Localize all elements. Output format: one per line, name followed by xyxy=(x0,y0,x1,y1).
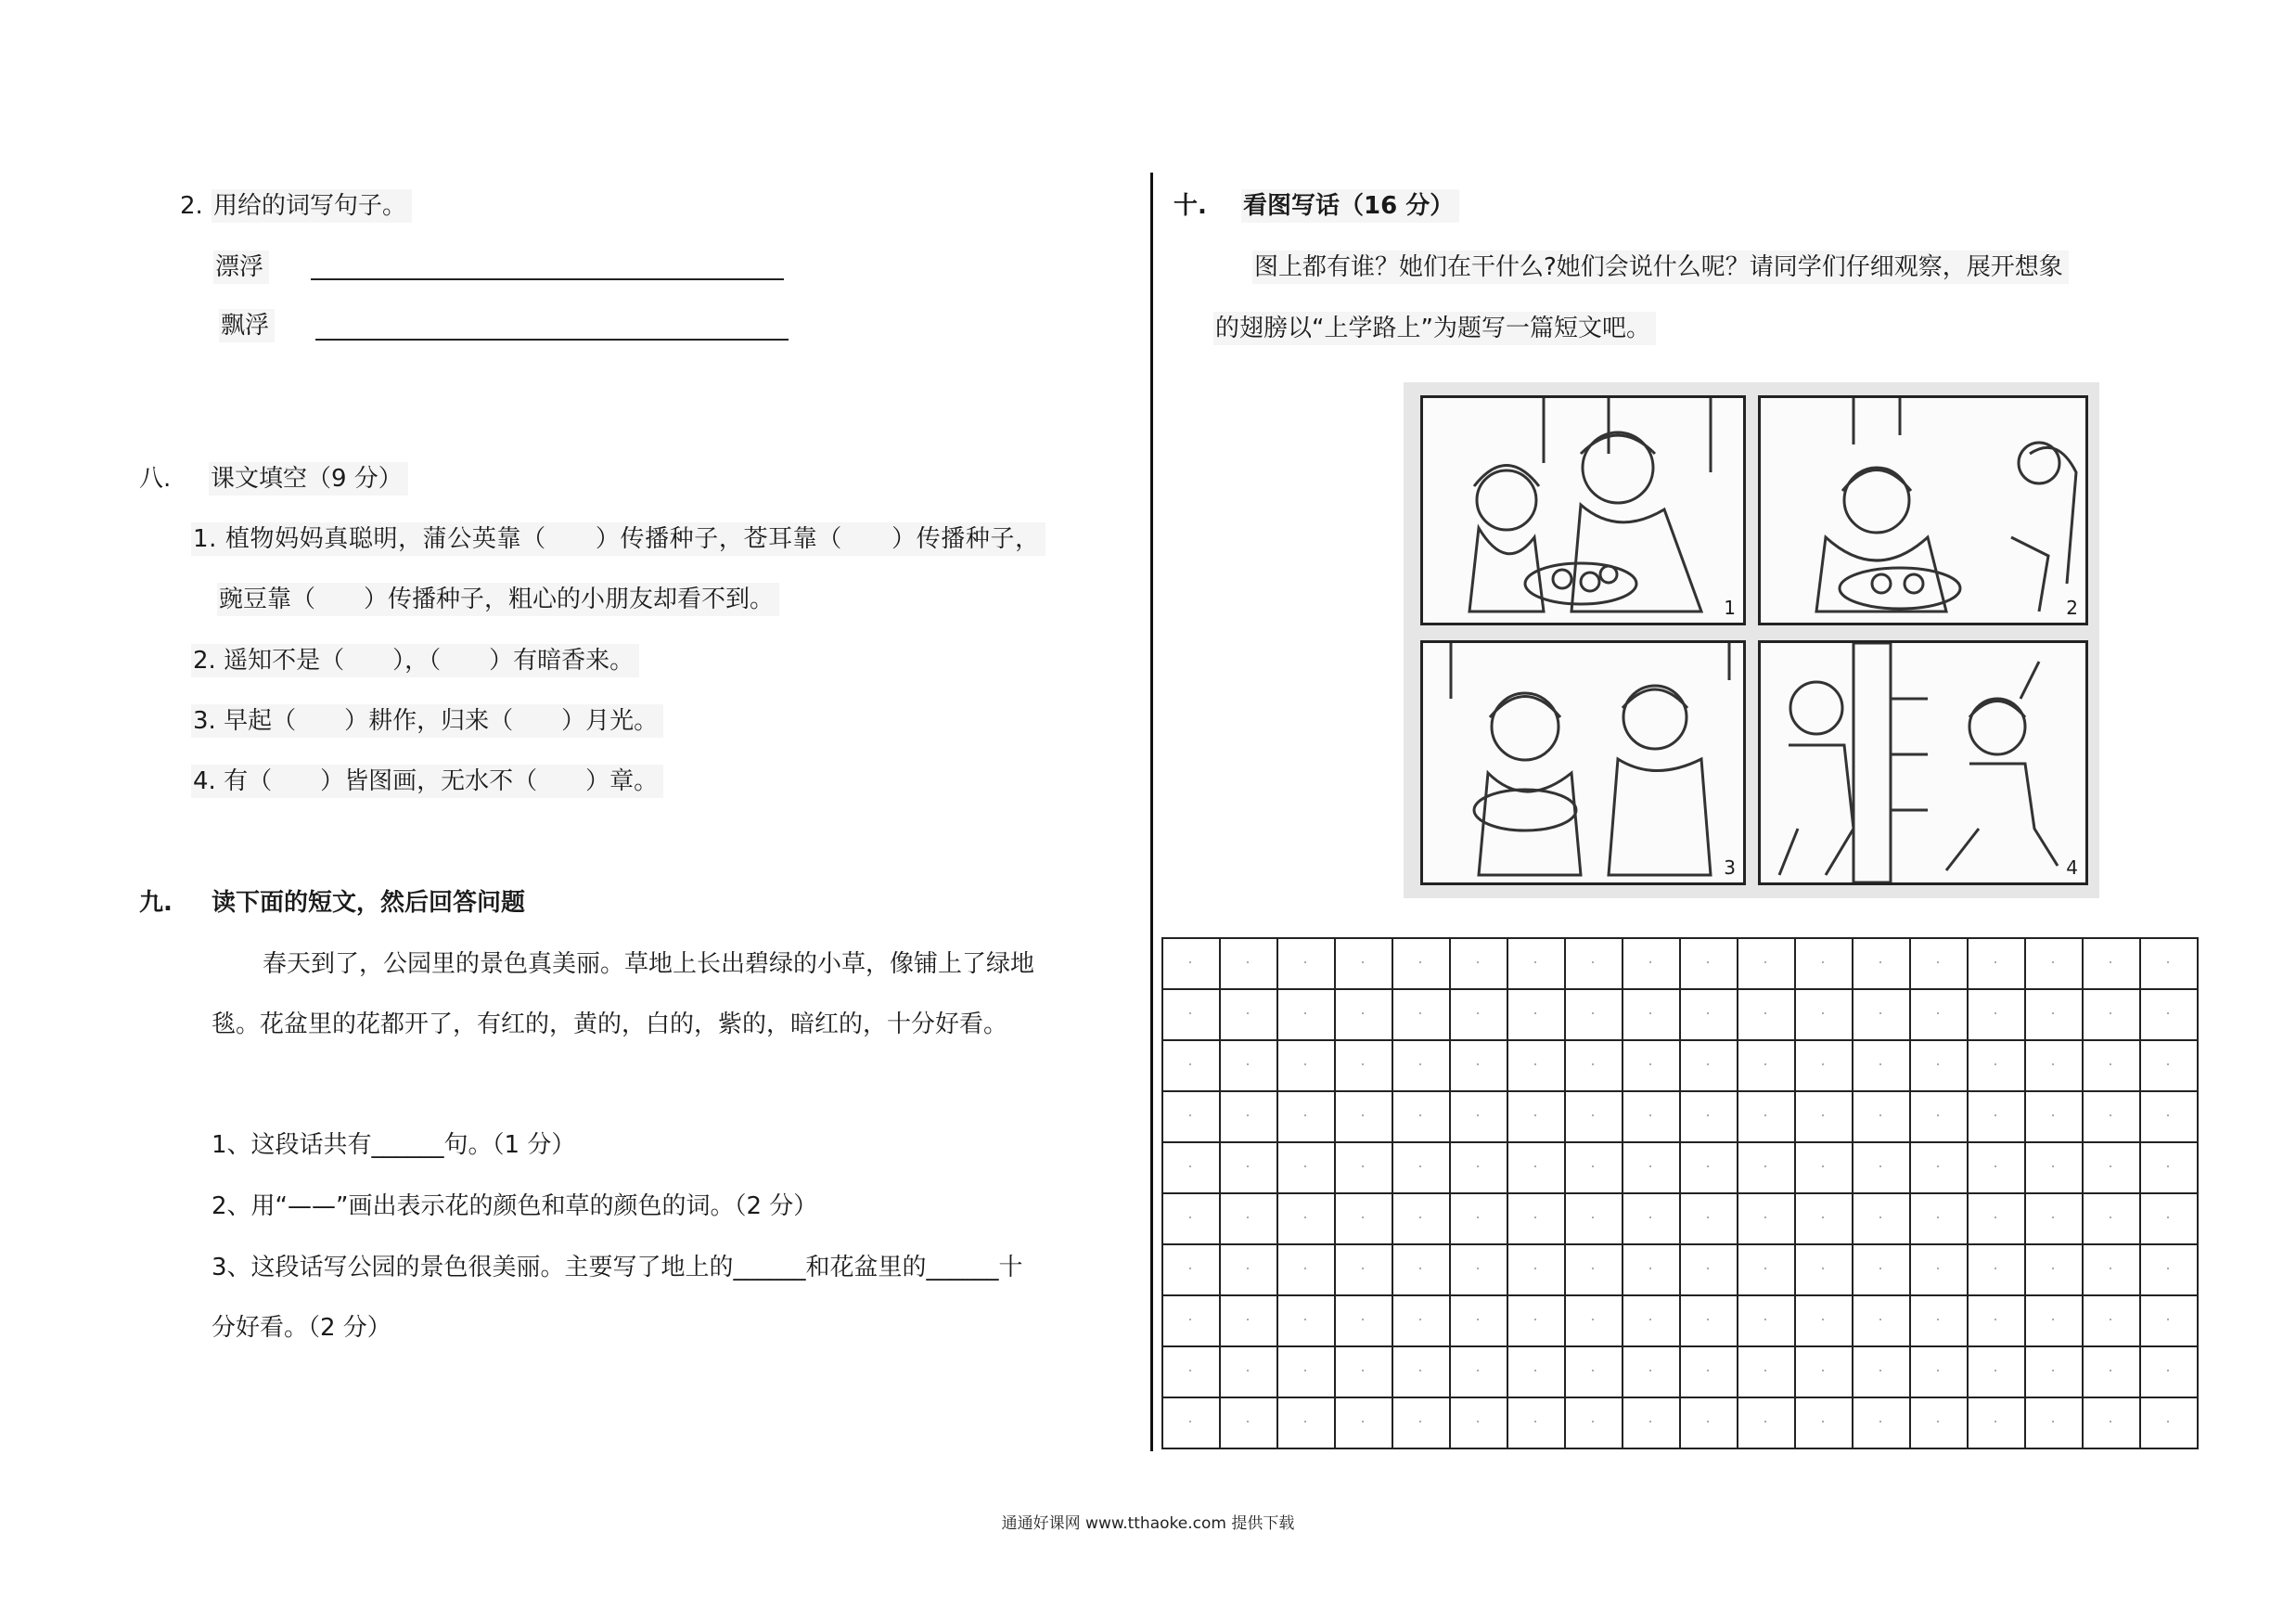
grid-cell[interactable] xyxy=(1738,1091,1795,1142)
grid-cell[interactable] xyxy=(1795,1040,1853,1091)
grid-cell[interactable] xyxy=(2025,1397,2083,1448)
grid-cell[interactable] xyxy=(1910,938,1968,989)
grid-cell[interactable] xyxy=(1392,1346,1450,1397)
grid-cell[interactable] xyxy=(1162,1091,1220,1142)
grid-cell[interactable] xyxy=(1968,938,2025,989)
grid-cell[interactable] xyxy=(1507,1193,1565,1244)
grid-cell[interactable] xyxy=(1507,1397,1565,1448)
grid-cell[interactable] xyxy=(1910,1244,1968,1295)
grid-row xyxy=(1162,1091,2198,1142)
grid-cell[interactable] xyxy=(1220,1295,1277,1346)
grid-cell[interactable] xyxy=(1277,1142,1335,1193)
answer-line-1[interactable] xyxy=(311,278,784,280)
answer-line-2[interactable] xyxy=(315,339,789,341)
grid-cell[interactable] xyxy=(2025,1244,2083,1295)
grid-cell[interactable] xyxy=(1623,1193,1680,1244)
grid-cell[interactable] xyxy=(1162,989,1220,1040)
grid-row xyxy=(1162,989,2198,1040)
section-number: 九. xyxy=(139,889,173,917)
grid-cell[interactable] xyxy=(1680,938,1738,989)
grid-cell[interactable] xyxy=(1795,1193,1853,1244)
grid-cell[interactable] xyxy=(1680,1244,1738,1295)
grid-cell[interactable] xyxy=(1680,1397,1738,1448)
grid-cell[interactable] xyxy=(1910,1091,1968,1142)
grid-cell[interactable] xyxy=(1392,1193,1450,1244)
grid-cell[interactable] xyxy=(1853,1091,1910,1142)
panel-drawing-icon xyxy=(1761,398,2085,623)
grid-cell[interactable] xyxy=(2083,1295,2140,1346)
grid-cell[interactable] xyxy=(2140,1091,2198,1142)
grid-cell[interactable] xyxy=(1335,1142,1392,1193)
grid-cell[interactable] xyxy=(1162,1142,1220,1193)
grid-cell[interactable] xyxy=(2025,989,2083,1040)
grid-cell[interactable] xyxy=(1910,1040,1968,1091)
question-text: 3、这段话写公园的景色很美丽。主要写了地上的______和花盆里的______十 xyxy=(212,1254,1023,1281)
grid-cell[interactable] xyxy=(1220,1346,1277,1397)
grid-cell[interactable] xyxy=(2140,1346,2198,1397)
grid-cell[interactable] xyxy=(1450,1295,1507,1346)
panel-drawing-icon xyxy=(1423,398,1743,623)
section-title: 看图写话（16 分） xyxy=(1241,189,1459,223)
grid-cell[interactable] xyxy=(2140,938,2198,989)
section-number: 十. xyxy=(1174,192,1207,220)
grid-cell[interactable] xyxy=(1853,1295,1910,1346)
grid-cell[interactable] xyxy=(1450,1346,1507,1397)
grid-cell[interactable] xyxy=(1680,1040,1738,1091)
grid-row xyxy=(1162,1142,2198,1193)
question-text: 2、用“——”画出表示花的颜色和草的颜色的词。（2 分） xyxy=(212,1192,818,1220)
question-text: 用给的词写句子。 xyxy=(212,189,412,223)
grid-cell[interactable] xyxy=(1507,1244,1565,1295)
passage-line: 毯。花盆里的花都开了，有红的，黄的，白的，紫的，暗红的，十分好看。 xyxy=(212,1011,1008,1038)
grid-cell[interactable] xyxy=(1795,1346,1853,1397)
grid-row xyxy=(1162,1193,2198,1244)
grid-cell[interactable] xyxy=(1623,1091,1680,1142)
grid-cell[interactable] xyxy=(1277,1040,1335,1091)
fill-item: 2. 遥知不是（ ），（ ）有暗香来。 xyxy=(191,644,639,677)
grid-cell[interactable] xyxy=(2025,1193,2083,1244)
grid-cell[interactable] xyxy=(2025,1142,2083,1193)
grid-cell[interactable] xyxy=(1680,1193,1738,1244)
grid-cell[interactable] xyxy=(1853,1142,1910,1193)
panel-drawing-icon xyxy=(1761,643,2085,882)
grid-cell[interactable] xyxy=(1565,1142,1623,1193)
grid-cell[interactable] xyxy=(1565,1295,1623,1346)
grid-cell[interactable] xyxy=(1392,1091,1450,1142)
fill-item: 3. 早起（ ）耕作，归来（ ）月光。 xyxy=(191,704,663,738)
grid-cell[interactable] xyxy=(1680,1091,1738,1142)
grid-cell[interactable] xyxy=(1507,989,1565,1040)
grid-cell[interactable] xyxy=(1738,1244,1795,1295)
grid-cell[interactable] xyxy=(1162,1397,1220,1448)
grid-cell[interactable] xyxy=(1162,1193,1220,1244)
grid-cell[interactable] xyxy=(1220,1142,1277,1193)
grid-cell[interactable] xyxy=(1392,1244,1450,1295)
grid-cell[interactable] xyxy=(1910,1193,1968,1244)
grid-cell[interactable] xyxy=(1450,938,1507,989)
grid-row xyxy=(1162,1244,2198,1295)
grid-cell[interactable] xyxy=(1853,1244,1910,1295)
grid-cell[interactable] xyxy=(2083,938,2140,989)
grid-cell[interactable] xyxy=(1507,1295,1565,1346)
grid-cell[interactable] xyxy=(1910,1142,1968,1193)
grid-cell[interactable] xyxy=(1450,1244,1507,1295)
grid-cell[interactable] xyxy=(1968,1295,2025,1346)
grid-cell[interactable] xyxy=(1277,989,1335,1040)
grid-cell[interactable] xyxy=(1565,1193,1623,1244)
grid-cell[interactable] xyxy=(1507,1091,1565,1142)
grid-cell[interactable] xyxy=(2140,1397,2198,1448)
word-label-2: 飘浮 xyxy=(219,309,275,342)
grid-cell[interactable] xyxy=(1795,1142,1853,1193)
grid-cell[interactable] xyxy=(1565,1346,1623,1397)
grid-cell[interactable] xyxy=(1853,1040,1910,1091)
question-number: 2. xyxy=(180,192,203,220)
prompt-line: 图上都有谁？她们在干什么?她们会说什么呢？请同学们仔细观察，展开想象 xyxy=(1252,251,2069,284)
grid-cell[interactable] xyxy=(2025,1040,2083,1091)
grid-cell[interactable] xyxy=(1738,1346,1795,1397)
grid-cell[interactable] xyxy=(1738,938,1795,989)
grid-cell[interactable] xyxy=(2025,1295,2083,1346)
grid-cell[interactable] xyxy=(1910,1346,1968,1397)
grid-cell[interactable] xyxy=(1277,1091,1335,1142)
grid-cell[interactable] xyxy=(1853,989,1910,1040)
grid-row xyxy=(1162,1397,2198,1448)
grid-row xyxy=(1162,938,2198,989)
grid-cell[interactable] xyxy=(1623,938,1680,989)
comic-panel-4 xyxy=(1758,640,2088,885)
grid-cell[interactable] xyxy=(1968,989,2025,1040)
comic-panel-2 xyxy=(1758,395,2088,625)
grid-cell[interactable] xyxy=(1220,1397,1277,1448)
grid-cell[interactable] xyxy=(1277,938,1335,989)
grid-cell[interactable] xyxy=(1795,1091,1853,1142)
grid-cell[interactable] xyxy=(1220,938,1277,989)
grid-row xyxy=(1162,1040,2198,1091)
grid-cell[interactable] xyxy=(2083,1397,2140,1448)
grid-cell[interactable] xyxy=(1565,989,1623,1040)
grid-cell[interactable] xyxy=(2083,1193,2140,1244)
passage-line: 春天到了，公园里的景色真美丽。草地上长出碧绿的小草，像铺上了绿地 xyxy=(263,950,1035,978)
grid-cell[interactable] xyxy=(1623,1397,1680,1448)
fill-item: 4. 有（ ）皆图画，无水不（ ）章。 xyxy=(191,765,663,798)
grid-cell[interactable] xyxy=(1968,1193,2025,1244)
grid-cell[interactable] xyxy=(1795,989,1853,1040)
grid-cell[interactable] xyxy=(2083,1346,2140,1397)
grid-cell[interactable] xyxy=(1795,1295,1853,1346)
grid-cell[interactable] xyxy=(1392,1040,1450,1091)
grid-cell[interactable] xyxy=(1623,1244,1680,1295)
grid-cell[interactable] xyxy=(1623,1295,1680,1346)
prompt-line: 的翅膀以“上学路上”为题写一篇短文吧。 xyxy=(1213,312,1656,345)
section-title: 课文填空（9 分） xyxy=(209,462,408,496)
grid-cell[interactable] xyxy=(1450,1193,1507,1244)
comic-illustration xyxy=(1404,382,2099,898)
grid-cell[interactable] xyxy=(2083,1040,2140,1091)
grid-cell[interactable] xyxy=(2083,1142,2140,1193)
grid-cell[interactable] xyxy=(1392,1295,1450,1346)
grid-cell[interactable] xyxy=(1565,938,1623,989)
grid-cell[interactable] xyxy=(1680,1295,1738,1346)
grid-cell[interactable] xyxy=(1335,1193,1392,1244)
grid-cell[interactable] xyxy=(1623,1040,1680,1091)
grid-cell[interactable] xyxy=(1968,1091,2025,1142)
grid-cell[interactable] xyxy=(2140,1193,2198,1244)
question-text: 分好看。（2 分） xyxy=(212,1314,391,1342)
fill-item: 1. 植物妈妈真聪明，蒲公英靠（ ）传播种子，苍耳靠（ ）传播种子， xyxy=(191,522,1045,556)
grid-cell[interactable] xyxy=(1450,989,1507,1040)
grid-cell[interactable] xyxy=(1162,1295,1220,1346)
grid-cell[interactable] xyxy=(2140,1142,2198,1193)
grid-cell[interactable] xyxy=(1220,1091,1277,1142)
grid-cell[interactable] xyxy=(1450,1397,1507,1448)
grid-cell[interactable] xyxy=(1335,1244,1392,1295)
grid-cell[interactable] xyxy=(1220,989,1277,1040)
grid-cell[interactable] xyxy=(2140,989,2198,1040)
grid-cell[interactable] xyxy=(1162,1346,1220,1397)
grid-cell[interactable] xyxy=(1162,1244,1220,1295)
grid-cell[interactable] xyxy=(1335,989,1392,1040)
grid-cell[interactable] xyxy=(1565,1091,1623,1142)
grid-cell[interactable] xyxy=(1507,1346,1565,1397)
grid-cell[interactable] xyxy=(1910,989,1968,1040)
grid-cell[interactable] xyxy=(1335,1346,1392,1397)
grid-cell[interactable] xyxy=(1277,1397,1335,1448)
grid-cell[interactable] xyxy=(1795,1244,1853,1295)
grid-cell[interactable] xyxy=(1450,1040,1507,1091)
grid-cell[interactable] xyxy=(1910,1295,1968,1346)
grid-cell[interactable] xyxy=(1335,938,1392,989)
grid-cell[interactable] xyxy=(1392,938,1450,989)
grid-cell[interactable] xyxy=(2140,1040,2198,1091)
grid-cell[interactable] xyxy=(1623,1142,1680,1193)
grid-cell[interactable] xyxy=(1277,1193,1335,1244)
section-number: 八. xyxy=(139,465,172,493)
grid-cell[interactable] xyxy=(1795,1397,1853,1448)
grid-cell[interactable] xyxy=(1623,989,1680,1040)
page-footer: 通通好课网 www.tthaoke.com 提供下载 xyxy=(1001,1514,1295,1533)
grid-cell[interactable] xyxy=(1853,938,1910,989)
grid-cell[interactable] xyxy=(1853,1397,1910,1448)
question-text: 1、这段话共有______句。（1 分） xyxy=(212,1131,576,1159)
grid-cell[interactable] xyxy=(1565,1397,1623,1448)
grid-cell[interactable] xyxy=(1738,1295,1795,1346)
grid-cell[interactable] xyxy=(1335,1295,1392,1346)
grid-cell[interactable] xyxy=(1968,1040,2025,1091)
grid-cell[interactable] xyxy=(1277,1295,1335,1346)
grid-cell[interactable] xyxy=(1738,989,1795,1040)
grid-cell[interactable] xyxy=(1162,938,1220,989)
grid-row xyxy=(1162,1346,2198,1397)
grid-row xyxy=(1162,1295,2198,1346)
grid-cell[interactable] xyxy=(1277,1346,1335,1397)
panel-number: 3 xyxy=(1724,856,1736,879)
grid-cell[interactable] xyxy=(1220,1244,1277,1295)
grid-cell[interactable] xyxy=(1738,1193,1795,1244)
grid-cell[interactable] xyxy=(1220,1193,1277,1244)
grid-cell[interactable] xyxy=(1392,1397,1450,1448)
grid-cell[interactable] xyxy=(2083,1244,2140,1295)
grid-cell[interactable] xyxy=(1277,1244,1335,1295)
writing-grid[interactable] xyxy=(1161,937,2199,1449)
grid-cell[interactable] xyxy=(1680,1346,1738,1397)
comic-panel-3 xyxy=(1420,640,1746,885)
grid-cell[interactable] xyxy=(1853,1346,1910,1397)
panel-number: 1 xyxy=(1724,597,1736,619)
grid-cell[interactable] xyxy=(1853,1193,1910,1244)
grid-cell[interactable] xyxy=(1738,1142,1795,1193)
grid-cell[interactable] xyxy=(1507,938,1565,989)
grid-cell[interactable] xyxy=(1910,1397,1968,1448)
grid-cell[interactable] xyxy=(1738,1040,1795,1091)
grid-cell[interactable] xyxy=(1392,989,1450,1040)
grid-cell[interactable] xyxy=(1968,1142,2025,1193)
grid-cell[interactable] xyxy=(1968,1397,2025,1448)
grid-cell[interactable] xyxy=(1450,1091,1507,1142)
grid-cell[interactable] xyxy=(1392,1142,1450,1193)
grid-cell[interactable] xyxy=(2025,1091,2083,1142)
grid-cell[interactable] xyxy=(1795,938,1853,989)
grid-cell[interactable] xyxy=(2025,938,2083,989)
grid-cell[interactable] xyxy=(2140,1244,2198,1295)
grid-cell[interactable] xyxy=(2025,1346,2083,1397)
grid-cell[interactable] xyxy=(1680,1142,1738,1193)
grid-cell[interactable] xyxy=(1623,1346,1680,1397)
grid-cell[interactable] xyxy=(1507,1142,1565,1193)
word-label-1: 漂浮 xyxy=(213,251,269,284)
section-title: 读下面的短文，然后回答问题 xyxy=(212,889,526,917)
grid-cell[interactable] xyxy=(1507,1040,1565,1091)
grid-cell[interactable] xyxy=(2140,1295,2198,1346)
grid-cell[interactable] xyxy=(1738,1397,1795,1448)
panel-drawing-icon xyxy=(1423,643,1743,882)
grid-cell[interactable] xyxy=(1335,1397,1392,1448)
grid-cell[interactable] xyxy=(1968,1346,2025,1397)
grid-cell[interactable] xyxy=(1565,1244,1623,1295)
panel-number: 2 xyxy=(2066,597,2078,619)
grid-cell[interactable] xyxy=(1220,1040,1277,1091)
fill-item: 豌豆靠（ ）传播种子，粗心的小朋友却看不到。 xyxy=(217,583,779,616)
grid-cell[interactable] xyxy=(1335,1091,1392,1142)
grid-cell[interactable] xyxy=(1565,1040,1623,1091)
grid-cell[interactable] xyxy=(1968,1244,2025,1295)
grid-cell[interactable] xyxy=(1450,1142,1507,1193)
grid-cell[interactable] xyxy=(2083,1091,2140,1142)
comic-panel-1 xyxy=(1420,395,1746,625)
grid-cell[interactable] xyxy=(1162,1040,1220,1091)
column-divider xyxy=(1150,173,1153,1451)
grid-cell[interactable] xyxy=(2083,989,2140,1040)
panel-number: 4 xyxy=(2066,856,2078,879)
grid-cell[interactable] xyxy=(1680,989,1738,1040)
grid-cell[interactable] xyxy=(1335,1040,1392,1091)
